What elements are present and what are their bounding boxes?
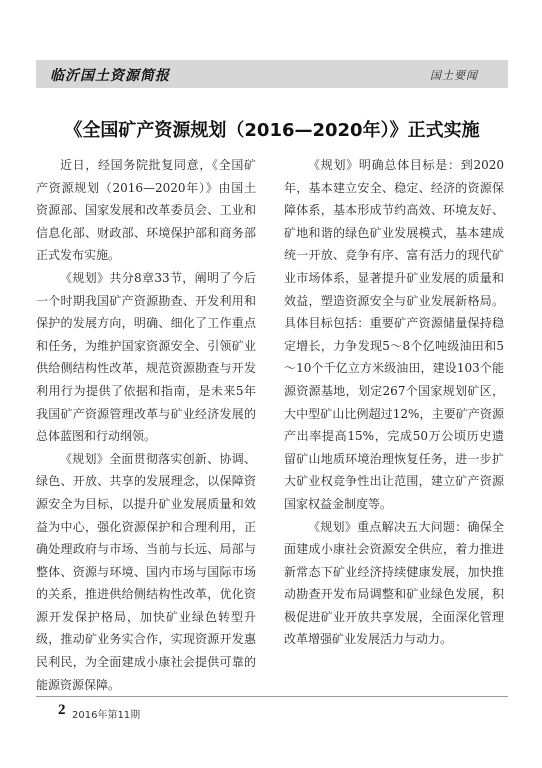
issue-label: 2016年第11期 — [72, 710, 141, 721]
paragraph: 《规划》全面贯彻落实创新、协调、绿色、开放、共享的发展理念，以保障资源安全为目标，以提升矿业发展质量和效益为中心，强化资源保护和合理利用，正确处理政府与市场、当前与长远、局部与整体、资源与环境、国内市场与国际市场的关系，推进供给侧结构性改革，优化资源开发保护格局，加快矿业绿色转型升级，推动矿业务实合作，实现资源开发惠民利民，为全面建成小康社会提供可靠的能源资源保障。 — [36, 451, 256, 692]
publication-name: 临沂国土资源简报 — [50, 68, 170, 84]
paragraph: 《规划》重点解决五大问题：确保全面建成小康社会资源安全供应，着力推进新常态下矿业经济持续健康发展，加快推动勘查开发布局调整和矿业绿色发展，积极促进矿业开放共享发展，全面深化管理改革增强矿业发展活力与动力。 — [284, 519, 504, 647]
article-title: 《全国矿产资源规划（2016—2020年）》正式实施 — [64, 120, 480, 141]
header-band — [36, 60, 508, 88]
paragraph: 近日，经国务院批复同意，《全国矿产资源规划（2016—2020年）》由国土资源部、国家发展和改革委员会、工业和信息化部、财政部、环境保护部和商务部正式发布实施。 — [36, 158, 256, 263]
page-number: 2 — [58, 702, 66, 718]
paragraph: 《规划》共分8章33节，阐明了今后一个时期我国矿产资源勘查、开发利用和保护的发展方向，明确、细化了工作重点和任务，为维护国家资源安全、引领矿业供给侧结构性改革，规范资源勘查与开发利用行为提供了依据和指南，是未来5年我国矿产资源管理改革与矿业经济发展的总体蓝图和行动纲领。 — [36, 270, 256, 444]
paragraph: 《规划》明确总体目标是：到2020年，基本建立安全、稳定、经济的资源保障体系，基本形成节约高效、环境友好、矿地和谐的绿色矿业发展模式，基本建成统一开放、竞争有序、富有活力的现代矿业市场体系，显著提升矿业发展的质量和效益，塑造资源安全与矿业发展新格局。具体目标包括：重要矿产资源储量保持稳定增长，力争发现5～8个亿吨级油田和5～10个千亿立方米级油田，建设103个能源资源基地，划定267个国家规划矿区，大中型矿山比例超过12%，主要矿产资源产出率提高15%，完成50万公顷历史遗留矿山地质环境治理恢复任务，进一步扩大矿业权竞争性出让范围，建立矿产资源国家权益金制度等。 — [284, 158, 504, 511]
footer-rule — [36, 696, 508, 697]
section-name: 国土要闻 — [430, 69, 478, 82]
right-column — [284, 154, 504, 651]
left-column — [36, 154, 256, 696]
